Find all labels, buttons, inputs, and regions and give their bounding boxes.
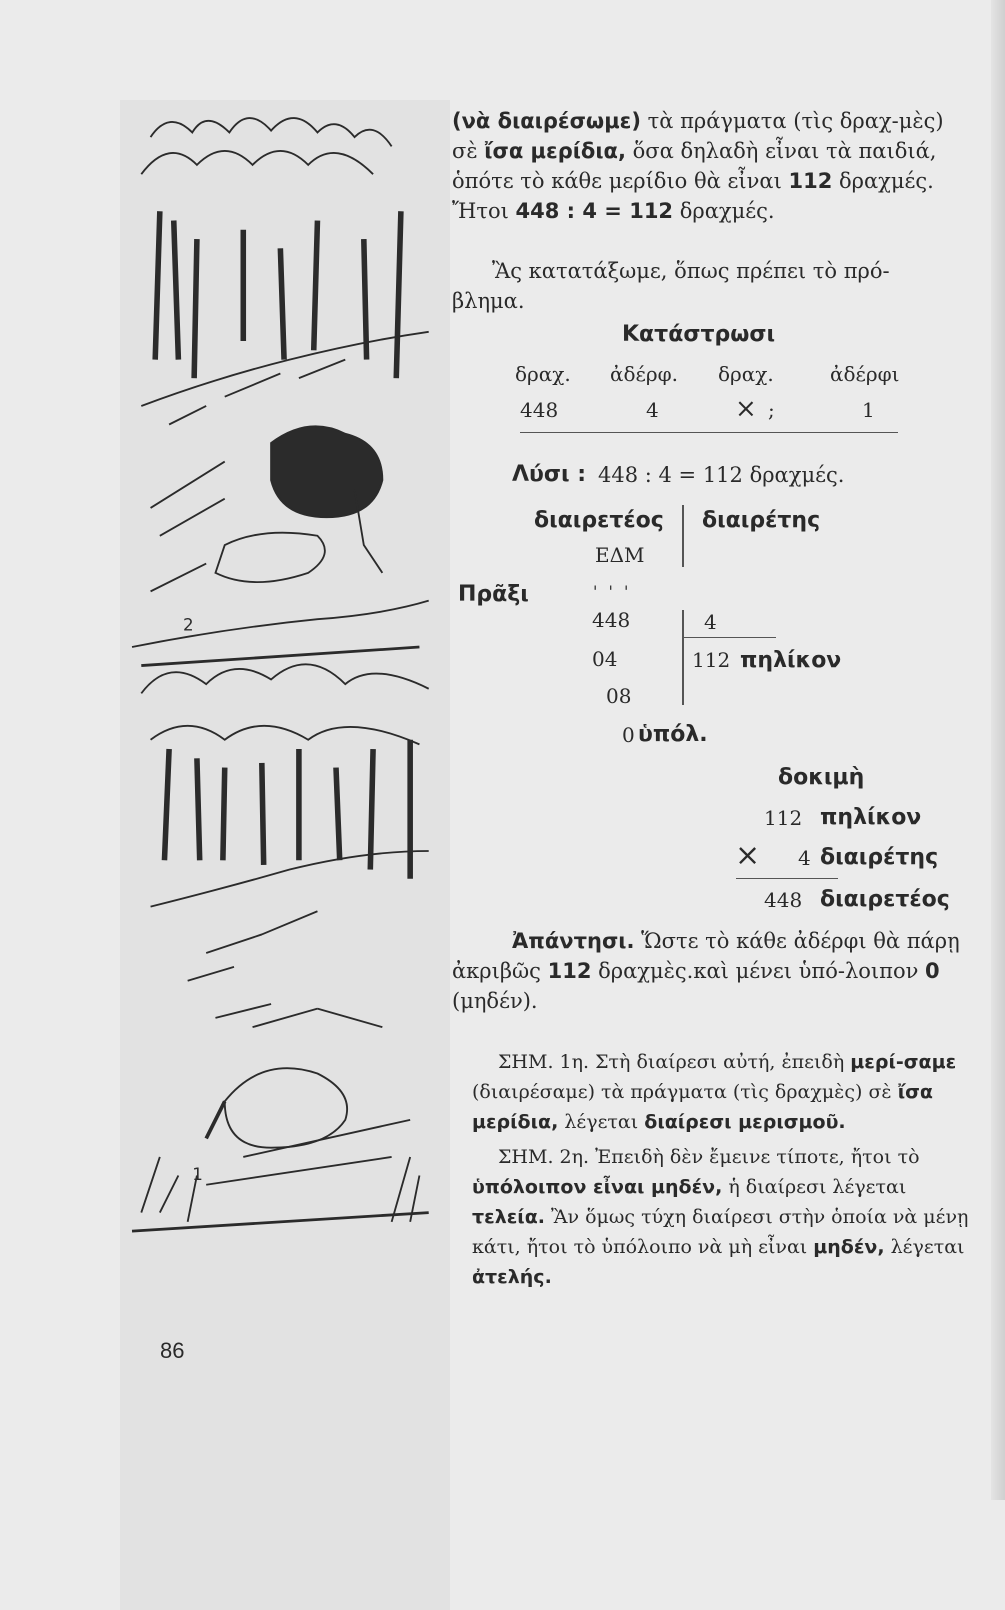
forest-scene-middle xyxy=(141,664,428,980)
note1-bold-3: διαίρεσι μερισμοῦ. xyxy=(644,1111,846,1133)
check-divisor-value: 4 xyxy=(798,846,811,870)
intro-bold-4: 448 : 4 = 112 xyxy=(515,199,674,223)
katastrosi-value-2: 4 xyxy=(646,398,659,422)
illustration-tortoise-hare xyxy=(120,100,450,1500)
note1-bold-1: μερί-σαμε xyxy=(850,1051,957,1073)
answer-label: Ἀπάντησι. xyxy=(512,929,635,953)
intro-text-3: δραχμές. Ἤτοι xyxy=(452,169,934,223)
note-1 xyxy=(472,1047,982,1137)
note2-text-2: ἡ διαίρεσι λέγεται xyxy=(722,1176,907,1198)
long-division-remainder: 0 xyxy=(622,723,635,747)
check-quotient-label: πηλίκον xyxy=(820,805,922,830)
katastrosi-unknown-semicolon: ; xyxy=(768,398,775,422)
quotient-label: πηλίκον xyxy=(740,648,842,673)
intro-paragraph xyxy=(452,106,962,226)
check-product-value: 448 xyxy=(764,888,803,912)
note2-text-3: Ἂν ὅμως τύχη διαίρεσι στὴν ὁποία νὰ μένῃ κάτι, ἤτοι τὸ ὑπόλοιπο νὰ μὴ εἶναι xyxy=(472,1206,969,1258)
lysi-label: Λύσι : xyxy=(512,462,587,487)
remainder-label: ὑπόλ. xyxy=(638,722,708,747)
arrange-paragraph: Ἂς κατατάξωμε, ὅπως πρέπει τὸ πρό-βλημα. xyxy=(452,259,890,313)
intro-bold-3: 112 xyxy=(788,169,833,193)
note1-text-3: λέγεται xyxy=(558,1111,645,1133)
answer-paragraph xyxy=(452,926,962,1016)
note1-text-1: ΣΗΜ. 1η. Στὴ διαίρεσι αὐτή, ἐπειδὴ xyxy=(498,1051,851,1073)
katastrosi-unknown-mark: × xyxy=(735,394,757,424)
check-divisor-label: διαιρέτης xyxy=(820,845,939,870)
long-division-step-1: 04 xyxy=(592,647,618,671)
katastrosi-value-1: 448 xyxy=(520,398,559,422)
note-2 xyxy=(472,1142,982,1292)
note2-text-1: ΣΗΜ. 2η. Ἐπειδὴ δὲν ἔμεινε τίποτε, ἤτοι τὸ xyxy=(498,1146,920,1168)
katastrosi-rule xyxy=(520,432,898,433)
answer-bold-1: 112 xyxy=(547,959,592,983)
long-division-dividend: 448 xyxy=(592,608,631,632)
intro-text-1: τὰ πράγματα (τὶς δραχ-μὲς) σὲ xyxy=(452,109,944,163)
long-division-step-2: 08 xyxy=(606,684,632,708)
dividend-heading: διαιρετέος xyxy=(534,508,664,533)
page-number: 86 xyxy=(160,1338,185,1363)
divider-vertical-bottom xyxy=(682,610,684,705)
note1-bold-2: ἴσα μερίδια, xyxy=(472,1081,933,1133)
note2-bold-3: μηδέν, xyxy=(813,1236,885,1258)
check-quotient-value: 112 xyxy=(764,806,803,830)
note2-text-4: λέγεται xyxy=(884,1236,965,1258)
sleeping-hare-scene xyxy=(132,1004,429,1231)
illustration-number-2: 2 xyxy=(183,615,194,635)
intro-bold-2: ἴσα μερίδια, xyxy=(484,139,626,163)
intro-bold-1: (νὰ διαιρέσωμε) xyxy=(452,109,641,133)
note2-bold-1: ὑπόλοιπον εἶναι μηδέν, xyxy=(472,1176,723,1198)
katastrosi-header-1: δραχ. xyxy=(515,362,571,386)
katastrosi-header-3: δραχ. xyxy=(718,362,774,386)
check-rule xyxy=(736,878,838,879)
note2-bold-2: τελεία. xyxy=(472,1206,545,1228)
note2-bold-4: ἀτελής. xyxy=(472,1266,552,1288)
katastrosi-title: Κατάστρωσι xyxy=(622,322,776,347)
edm-label: ΕΔΜ xyxy=(595,543,645,567)
katastrosi-header-4: ἀδέρφι xyxy=(830,362,900,386)
check-product-label: διαιρετέος xyxy=(820,887,950,912)
page-edge-shadow xyxy=(991,0,1005,1500)
illustration-number-1: 1 xyxy=(192,1165,203,1185)
answer-bold-2: 0 xyxy=(925,959,940,983)
digit-marks: ' ' ' xyxy=(593,582,632,601)
answer-text-2: δραχμὲς.καὶ μένει ὑπό-λοιπον xyxy=(591,959,926,983)
lysi-text: 448 : 4 = 112 δραχμές. xyxy=(598,463,845,487)
tortoise-and-hare-scene xyxy=(132,426,429,665)
intro-text-4: δραχμές. xyxy=(673,199,775,223)
intro-text-2: ὅσα δηλαδὴ εἶναι τὰ παιδιά, ὁπότε τὸ κάθε μερίδιο θὰ εἶναι xyxy=(452,139,937,193)
katastrosi-header-2: ἀδέρφ. xyxy=(610,362,679,386)
check-times-sign: × xyxy=(735,838,761,873)
quotient-rule xyxy=(684,637,776,638)
katastrosi-value-4: 1 xyxy=(862,398,875,422)
divider-vertical-top xyxy=(682,505,684,567)
long-division-divisor: 4 xyxy=(704,610,717,634)
long-division-quotient: 112 xyxy=(692,648,731,672)
divisor-heading: διαιρέτης xyxy=(702,508,821,533)
dokimi-title: δοκιμὴ xyxy=(778,765,865,790)
praxi-label: Πρᾶξι xyxy=(458,582,529,607)
forest-scene-top xyxy=(141,118,428,424)
answer-text-3: (μηδέν). xyxy=(452,989,538,1013)
note1-text-2: (διαιρέσαμε) τὰ πράγματα (τὶς δραχμὲς) σὲ xyxy=(472,1081,898,1103)
answer-text-1: Ὥστε τὸ κάθε ἀδέρφι θὰ πάρῃ ἀκριβῶς xyxy=(452,929,960,983)
